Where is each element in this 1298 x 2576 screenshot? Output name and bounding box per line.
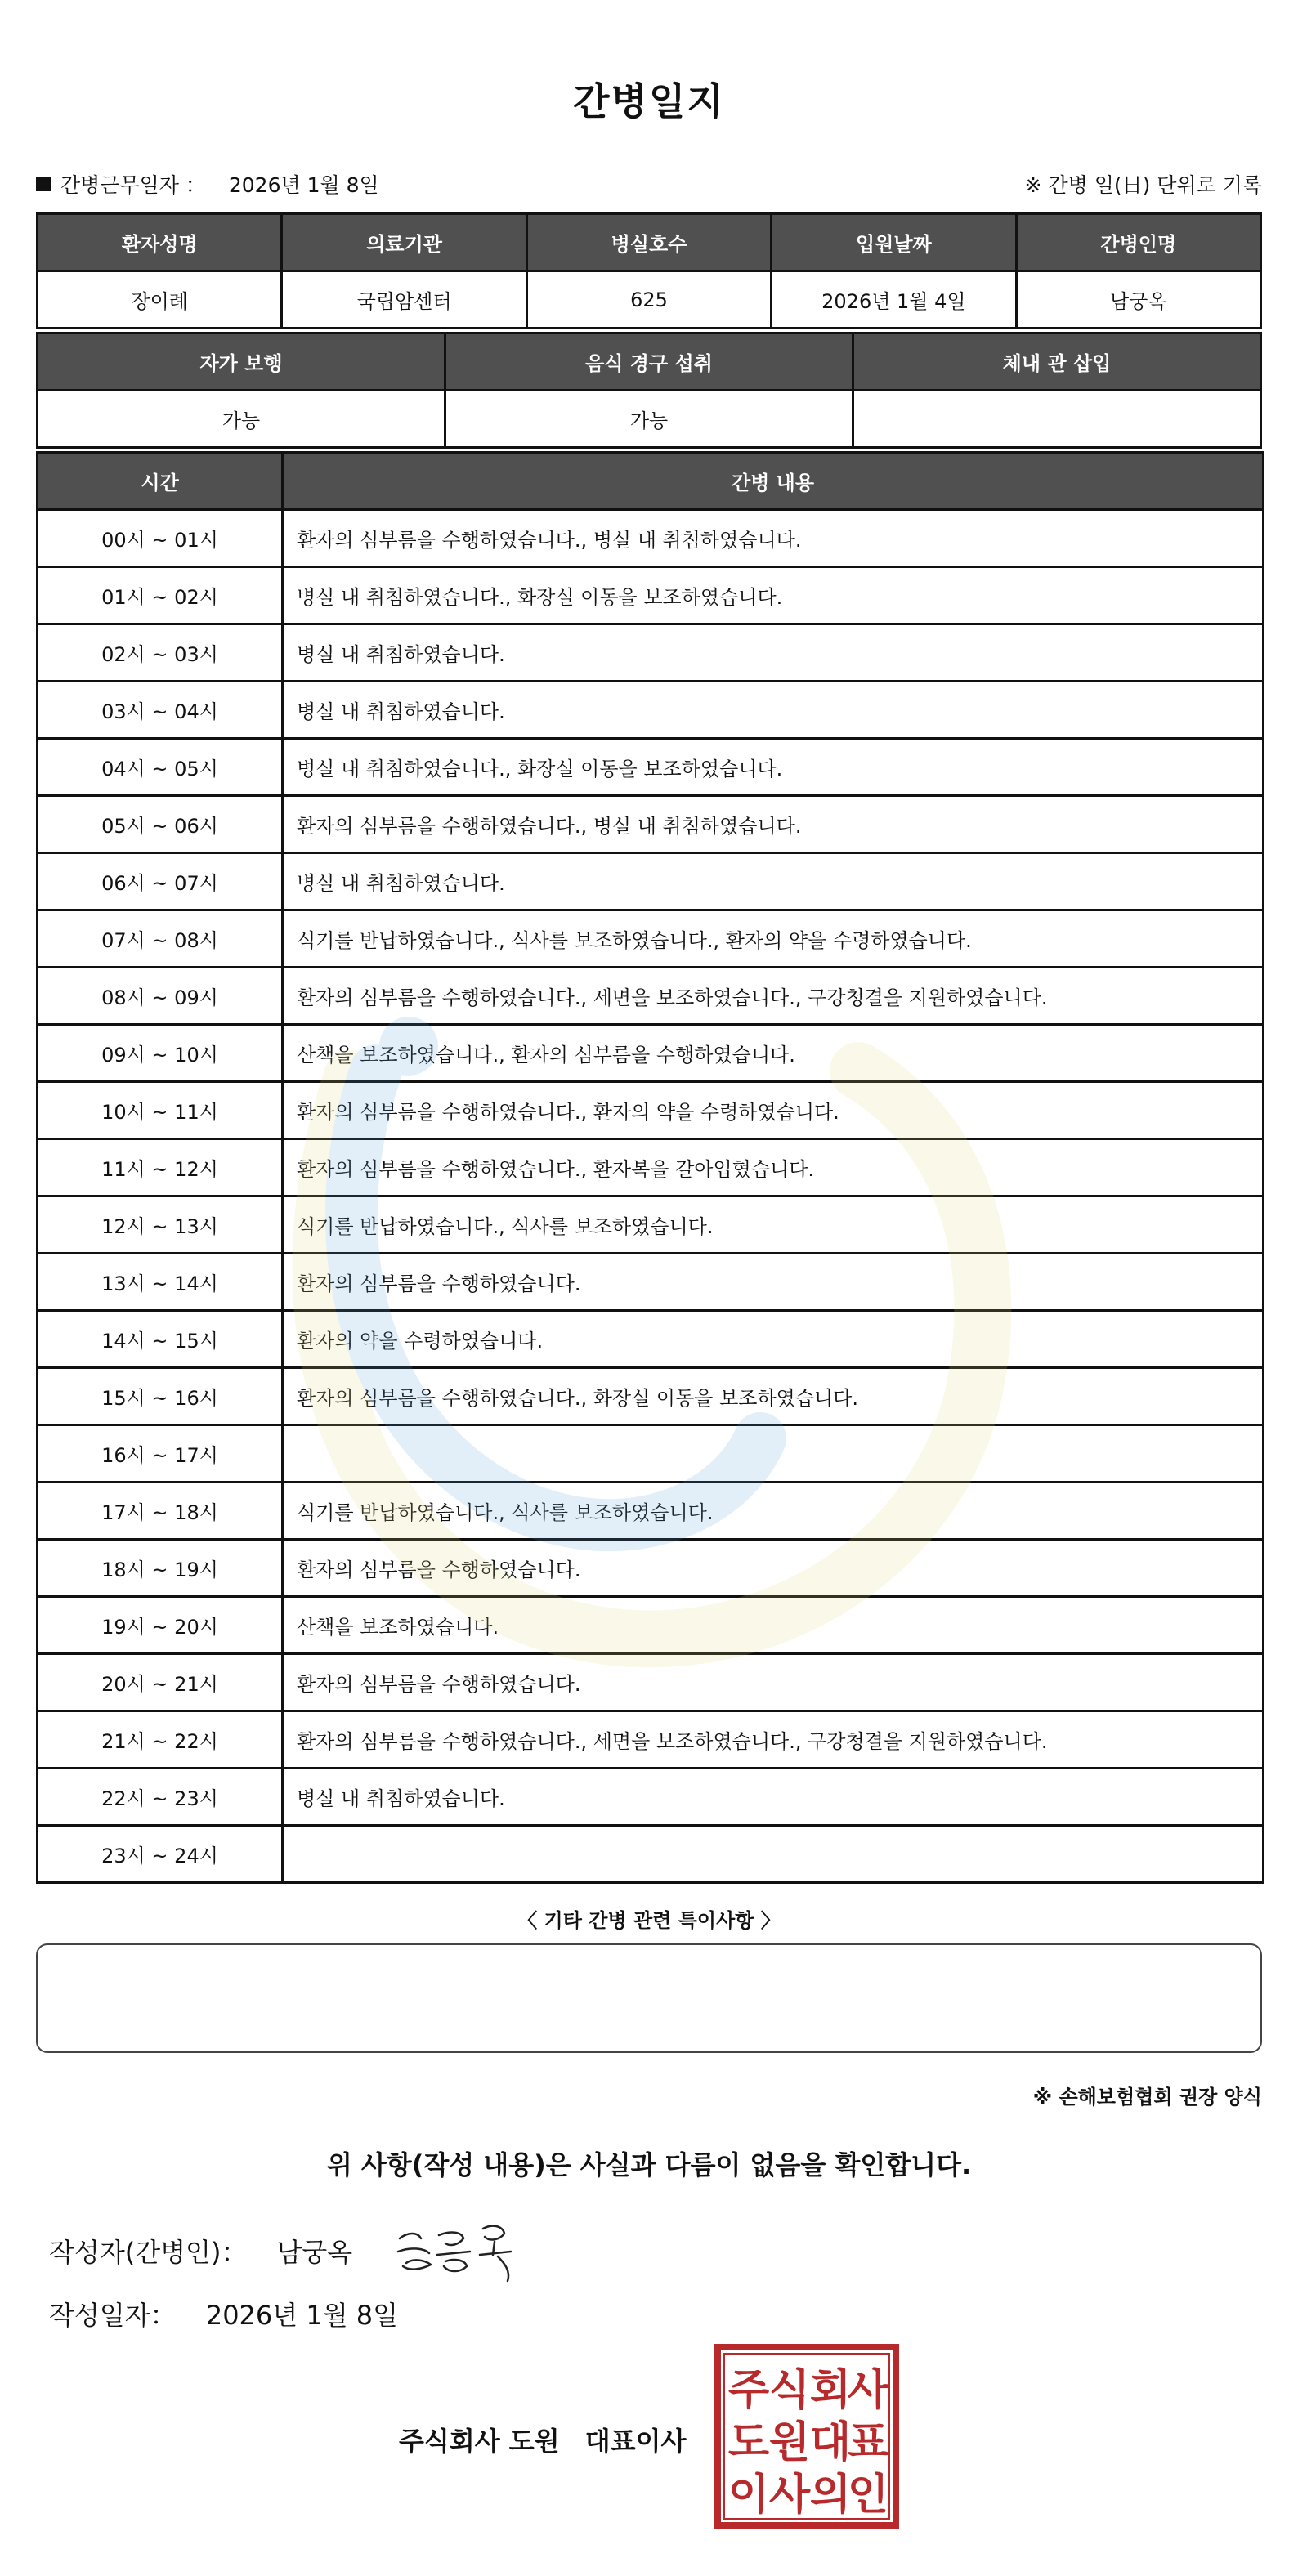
work-date (36, 169, 379, 199)
writer-name: 남궁옥 (276, 2237, 353, 2268)
header-patient-name: 환자성명 (38, 214, 282, 271)
written-date-label: 작성일자： (49, 2300, 177, 2331)
svg-text:표: 표 (847, 2418, 889, 2467)
svg-text:주: 주 (727, 2366, 770, 2415)
log-content: 식기를 반납하였습니다., 식사를 보조하였습니다. (283, 1483, 1264, 1540)
header-oral-intake: 음식 경구 섭취 (445, 333, 853, 391)
patient-name: 장이례 (38, 271, 282, 329)
svg-text:이: 이 (727, 2471, 770, 2520)
svg-text:원: 원 (768, 2418, 811, 2467)
log-time: 17시 ~ 18시 (38, 1483, 283, 1540)
recommend-note: ※ 손해보험협회 권장 양식 (1032, 2086, 1262, 2109)
log-time: 21시 ~ 22시 (38, 1711, 283, 1769)
log-row (38, 968, 1264, 1025)
self-walking-value: 가능 (38, 391, 445, 448)
log-time: 05시 ~ 06시 (38, 796, 283, 853)
patient-info-table (36, 212, 1262, 329)
written-date-row (49, 2295, 398, 2332)
log-time: 23시 ~ 24시 (38, 1826, 283, 1883)
log-row (38, 1254, 1264, 1311)
header-self-walking: 자가 보행 (38, 333, 445, 391)
oral-intake-value: 가능 (445, 391, 853, 448)
log-row (38, 1483, 1264, 1540)
black-square-icon (36, 177, 51, 191)
log-row (38, 1769, 1264, 1826)
log-row (38, 567, 1264, 624)
header-admission-date: 입원날짜 (772, 214, 1016, 271)
log-time: 06시 ~ 07시 (38, 853, 283, 910)
log-row (38, 1196, 1264, 1254)
log-time: 09시 ~ 10시 (38, 1025, 283, 1082)
log-time: 02시 ~ 03시 (38, 624, 283, 682)
log-row (38, 1311, 1264, 1368)
log-row (38, 910, 1264, 968)
log-time: 01시 ~ 02시 (38, 567, 283, 624)
svg-text:인: 인 (847, 2471, 889, 2520)
log-time: 13시 ~ 14시 (38, 1254, 283, 1311)
log-row (38, 796, 1264, 853)
confirmation-statement: 위 사항(작성 내용)은 사실과 다름이 없음을 확인합니다. (326, 2149, 972, 2180)
remarks-box (36, 1943, 1262, 2053)
log-row (38, 739, 1264, 796)
company-signoff (399, 2421, 702, 2458)
svg-text:식: 식 (768, 2366, 811, 2415)
log-content: 병실 내 취침하였습니다. (283, 853, 1264, 910)
header-room-number: 병실호수 (526, 214, 771, 271)
patient-status-table (36, 332, 1262, 449)
header-hospital: 의료기관 (282, 214, 526, 271)
patient-info-value-row (38, 271, 1261, 329)
svg-text:대: 대 (809, 2418, 852, 2467)
svg-text:사: 사 (768, 2471, 811, 2520)
log-row (38, 1139, 1264, 1196)
log-row (38, 1368, 1264, 1425)
log-time: 14시 ~ 15시 (38, 1311, 283, 1368)
log-row (38, 1082, 1264, 1139)
log-content: 병실 내 취침하였습니다. (283, 624, 1264, 682)
log-content: 환자의 심부름을 수행하였습니다., 병실 내 취침하였습니다. (283, 796, 1264, 853)
log-time: 07시 ~ 08시 (38, 910, 283, 968)
log-row (38, 510, 1264, 567)
log-row (38, 1425, 1264, 1483)
admission-date: 2026년 1월 4일 (772, 271, 1016, 329)
log-row (38, 1540, 1264, 1597)
writer-row (49, 2225, 535, 2277)
log-content: 산책을 보조하였습니다. (283, 1597, 1264, 1654)
header-care-content: 간병 내용 (283, 453, 1264, 510)
log-time: 18시 ~ 19시 (38, 1540, 283, 1597)
log-content: 환자의 심부름을 수행하였습니다., 화장실 이동을 보조하였습니다. (283, 1368, 1264, 1425)
company-name: 주식회사 도원 (399, 2426, 560, 2457)
caregiver-name: 남궁옥 (1016, 271, 1260, 329)
header-caregiver-name: 간병인명 (1016, 214, 1260, 271)
work-date-label: 간병근무일자 ： (60, 173, 206, 197)
log-content: 환자의 심부름을 수행하였습니다., 병실 내 취침하였습니다. (283, 510, 1264, 567)
log-content: 병실 내 취침하였습니다., 화장실 이동을 보조하였습니다. (283, 739, 1264, 796)
writer-label: 작성자(간병인)： (49, 2237, 248, 2268)
log-time: 12시 ~ 13시 (38, 1196, 283, 1254)
log-content: 병실 내 취침하였습니다. (283, 682, 1264, 739)
log-row (38, 1711, 1264, 1769)
svg-text:사: 사 (847, 2366, 889, 2415)
log-body (38, 510, 1264, 1883)
log-time: 10시 ~ 11시 (38, 1082, 283, 1139)
log-time: 20시 ~ 21시 (38, 1654, 283, 1711)
log-content: 산책을 보조하였습니다., 환자의 심부름을 수행하였습니다. (283, 1025, 1264, 1082)
log-header-row (38, 453, 1264, 510)
log-row (38, 624, 1264, 682)
record-unit-note: ※ 간병 일(日) 단위로 기록 (1024, 173, 1262, 197)
meta-row (36, 170, 1262, 198)
tube-insertion-value (853, 391, 1261, 448)
log-content: 병실 내 취침하였습니다., 화장실 이동을 보조하였습니다. (283, 567, 1264, 624)
log-time: 00시 ~ 01시 (38, 510, 283, 567)
log-content (283, 1425, 1264, 1483)
log-content: 식기를 반납하였습니다., 식사를 보조하였습니다. (283, 1196, 1264, 1254)
patient-status-value-row (38, 391, 1261, 448)
header-time: 시간 (38, 453, 283, 510)
log-content: 환자의 심부름을 수행하였습니다., 환자의 약을 수령하였습니다. (283, 1082, 1264, 1139)
page-title: 간병일지 (573, 79, 725, 123)
patient-status-header-row (38, 333, 1261, 391)
log-content: 환자의 심부름을 수행하였습니다., 세면을 보조하였습니다., 구강청결을 지원하였습니다. (283, 968, 1264, 1025)
log-row (38, 1025, 1264, 1082)
log-row (38, 1826, 1264, 1883)
handwritten-signature (388, 2214, 535, 2288)
svg-text:회: 회 (809, 2366, 852, 2415)
log-time: 15시 ~ 16시 (38, 1368, 283, 1425)
log-content: 환자의 심부름을 수행하였습니다. (283, 1254, 1264, 1311)
log-content: 환자의 심부름을 수행하였습니다. (283, 1540, 1264, 1597)
log-content: 환자의 심부름을 수행하였습니다., 환자복을 갈아입혔습니다. (283, 1139, 1264, 1196)
log-time: 03시 ~ 04시 (38, 682, 283, 739)
log-time: 16시 ~ 17시 (38, 1425, 283, 1483)
company-role: 대표이사 (584, 2426, 687, 2457)
hourly-care-log-table (36, 451, 1264, 1884)
company-seal-stamp (713, 2342, 901, 2530)
remarks-title: 〈 기타 간병 관련 특이사항 〉 (517, 1909, 781, 1932)
patient-info-header-row (38, 214, 1261, 271)
written-date-value: 2026년 1월 8일 (205, 2300, 399, 2331)
log-time: 08시 ~ 09시 (38, 968, 283, 1025)
log-row (38, 1654, 1264, 1711)
svg-text:도: 도 (727, 2418, 770, 2467)
log-content: 환자의 심부름을 수행하였습니다. (283, 1654, 1264, 1711)
svg-text:의: 의 (809, 2471, 852, 2520)
room-number: 625 (526, 271, 771, 329)
log-time: 22시 ~ 23시 (38, 1769, 283, 1826)
log-content (283, 1826, 1264, 1883)
header-tube-insertion: 체내 관 삽입 (853, 333, 1261, 391)
log-row (38, 1597, 1264, 1654)
log-time: 04시 ~ 05시 (38, 739, 283, 796)
log-row (38, 853, 1264, 910)
hospital-name: 국립암센터 (282, 271, 526, 329)
log-content: 환자의 약을 수령하였습니다. (283, 1311, 1264, 1368)
log-content: 식기를 반납하였습니다., 식사를 보조하였습니다., 환자의 약을 수령하였습니다. (283, 910, 1264, 968)
log-content: 병실 내 취침하였습니다. (283, 1769, 1264, 1826)
log-time: 11시 ~ 12시 (38, 1139, 283, 1196)
log-row (38, 682, 1264, 739)
work-date-value: 2026년 1월 8일 (228, 173, 379, 197)
log-content: 환자의 심부름을 수행하였습니다., 세면을 보조하였습니다., 구강청결을 지원하였습니다. (283, 1711, 1264, 1769)
log-time: 19시 ~ 20시 (38, 1597, 283, 1654)
